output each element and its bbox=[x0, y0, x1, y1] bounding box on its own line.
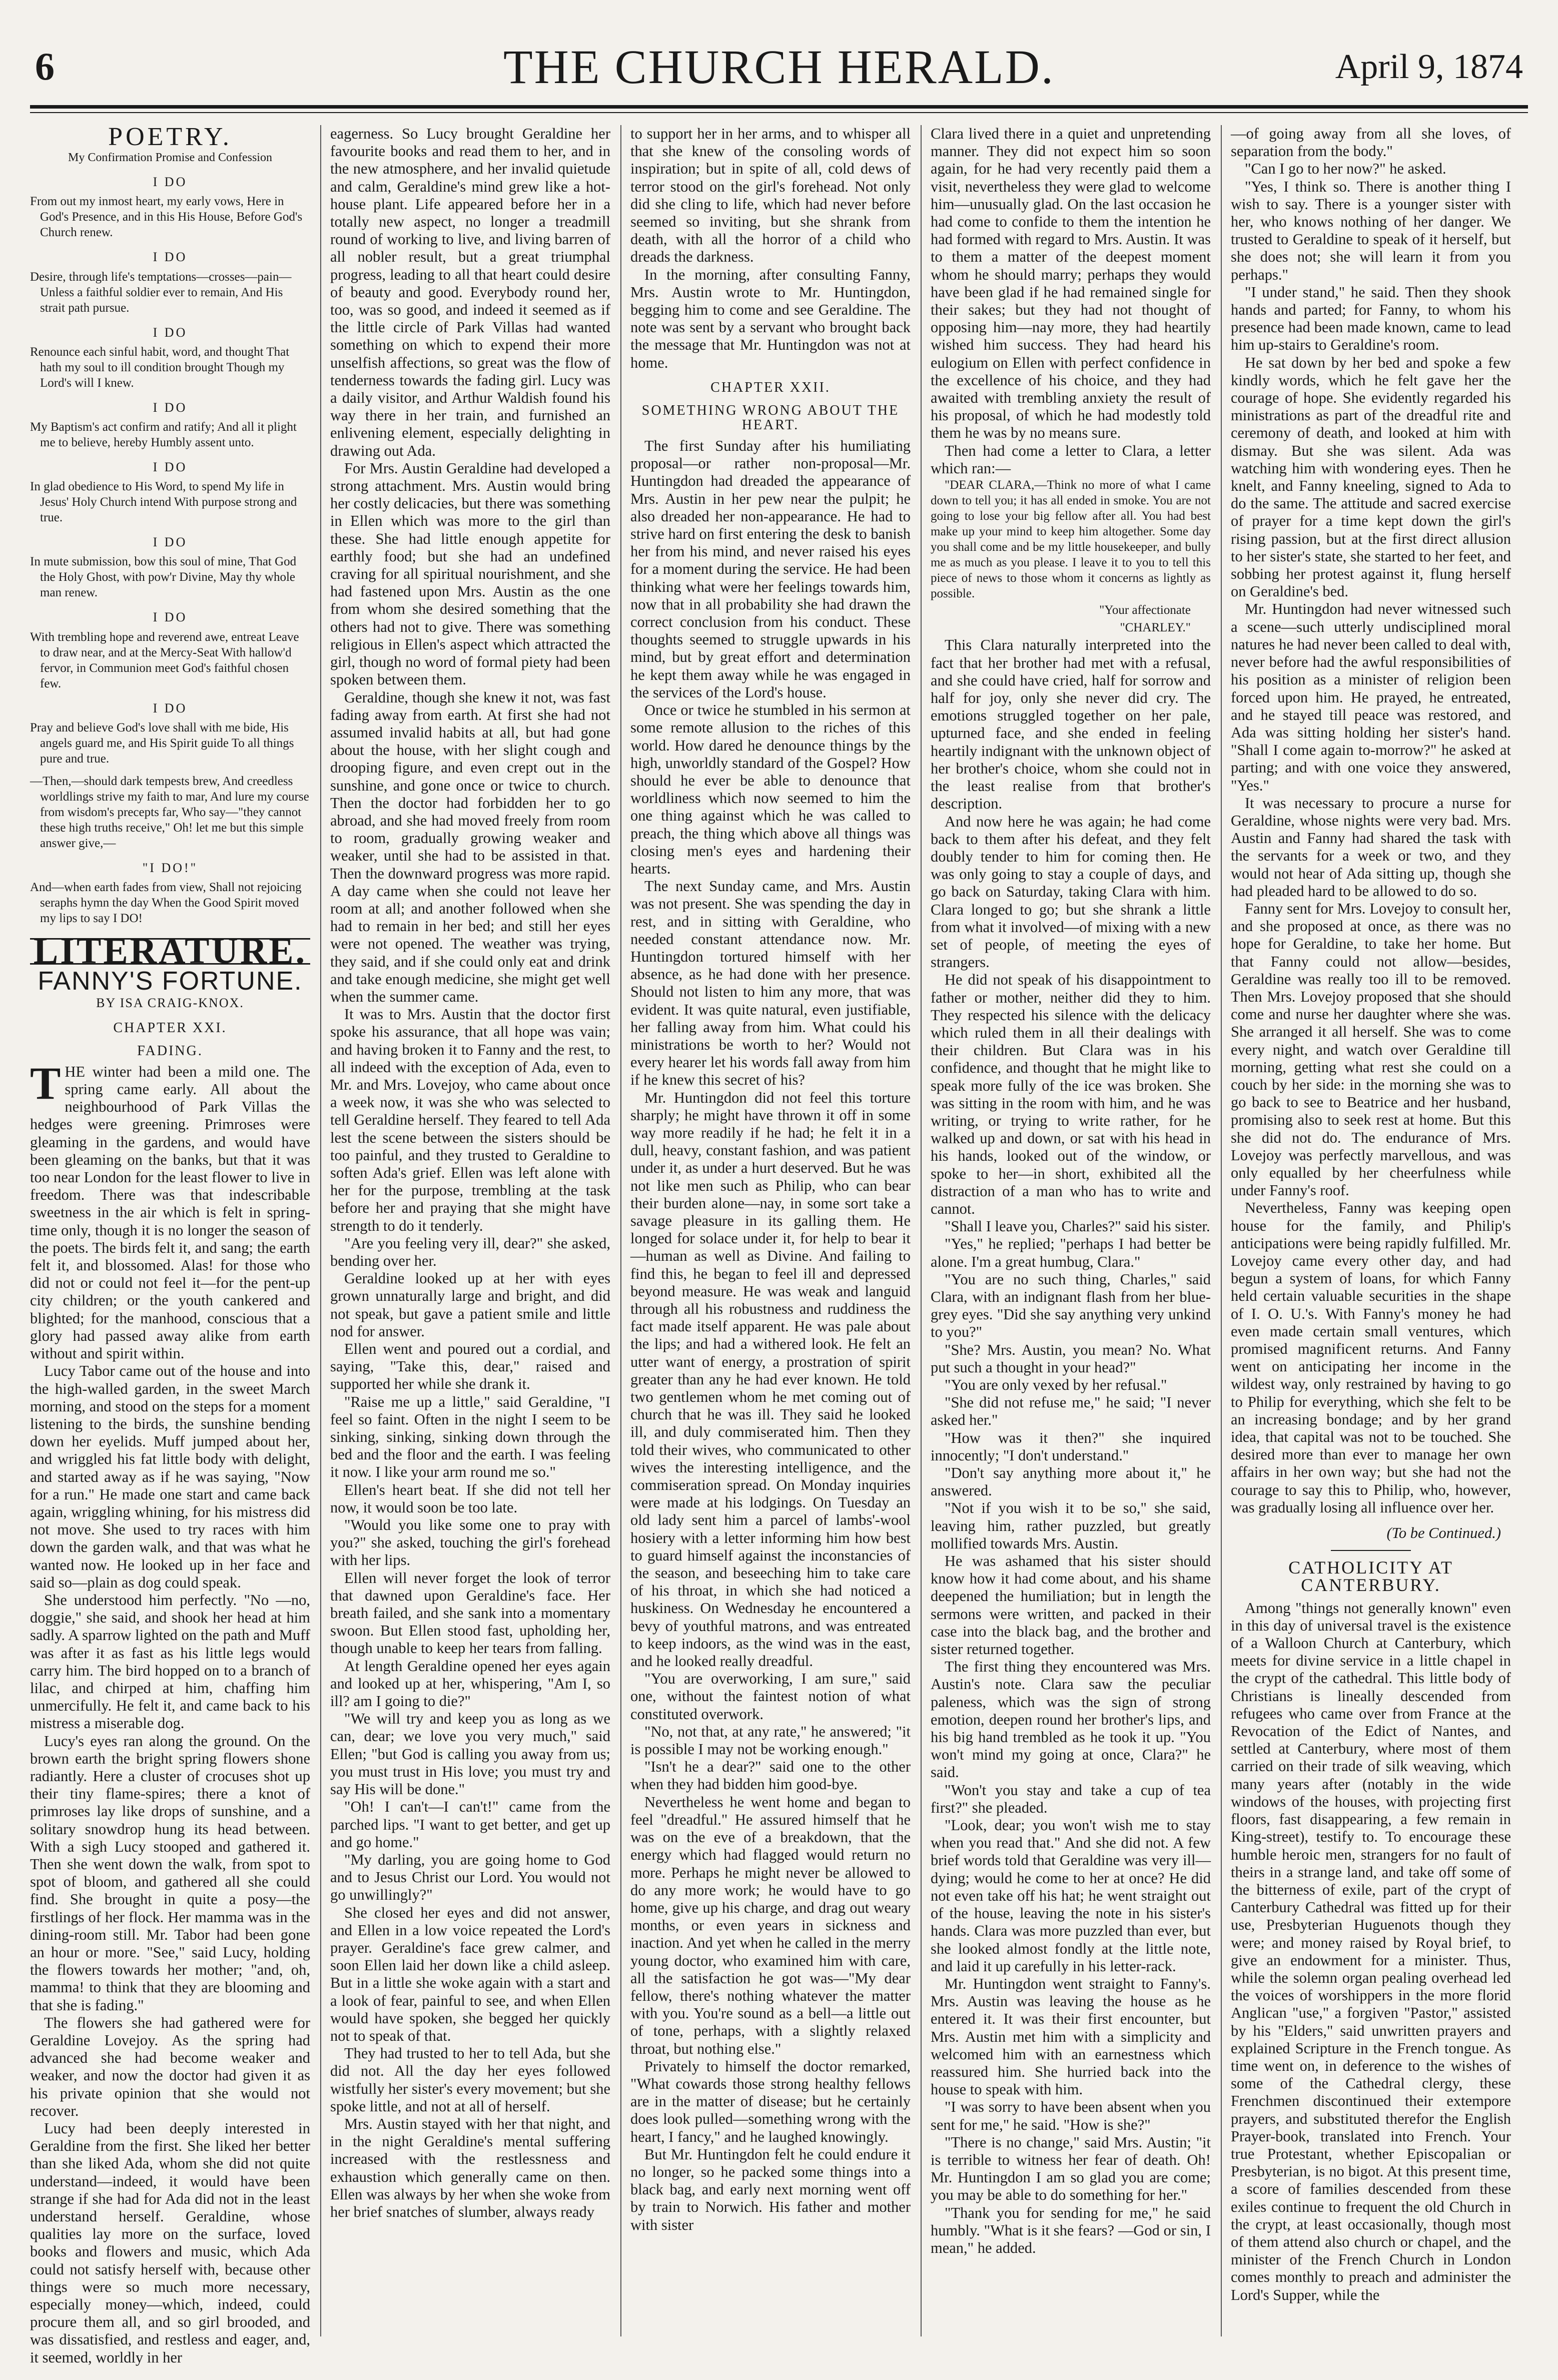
story-paragraph: to support her in her arms, and to whisper all that she knew of the consoling words of inspiration; but in spite of all, cold dews of terror stood on the girl's forehead. Not only did she cling to life, which had never before seemed so inviting, but she shrank from death, with all the horror of a child who dreads the darkness. bbox=[630, 125, 911, 266]
story-paragraph: It was necessary to procure a nurse for Geraldine, whose nights were very bad. Mrs. Austin and Fanny had shared the task with the servants for a week or two, and they would not hear of Ada sitting up, though she had pleaded hard to be allowed to do so. bbox=[1231, 794, 1511, 900]
story-paragraph: "Isn't he a dear?" said one to the other when they had bidden him good-bye. bbox=[630, 1758, 911, 1793]
story-paragraph: And now here he was again; he had come back to them after his defeat, and they felt doubly tender to him for coming then. He was only going to stay a couple of days, and go back on Saturday, taking Clara with him. Clara longed to go; but she shrank a little from what it involved—of mixing with a new set of people, of meeting the eyes of strangers. bbox=[931, 813, 1211, 971]
article-heading: CATHOLICITY AT CANTERBURY. bbox=[1288, 1557, 1453, 1596]
issue-date: April 9, 1874 bbox=[1335, 48, 1523, 86]
poem-stanza: From out my inmost heart, my early vows, Here in God's Presence, and in this His House, Before God's Church renew. bbox=[30, 195, 303, 240]
story-paragraph: Privately to himself the doctor remarked, "What cowards those strong healthy fellows are in the matter of disease; but he certainly does look pulled—something wrong with the heart, I fancy," and he laughed knowingly. bbox=[630, 2057, 911, 2145]
story-paragraph: For Mrs. Austin Geraldine had developed a strong attachment. Mrs. Austin would bring her costly delicacies, but there was something in Ellen which was more to the girl than these. She had little enough appetite for earthly food; but she had an undefined craving for all spiritual nourishment, and she had fastened upon Mrs. Austin as the one from whom she desired something that the others had not to give. There was something religious in Ellen's aspect which attracted the girl, though no word of formal piety had been spoken between them. bbox=[330, 459, 610, 688]
masthead-rule-thin bbox=[30, 112, 1528, 113]
column-rule bbox=[320, 125, 321, 2336]
story-paragraph: Mr. Huntingdon had never witnessed such a scene—such utterly undisciplined moral natures he had never been called to deal with, never before had the awful responsibilities of his position as a minister of religion been forced upon him. He prayed, he entreated, and he stayed till peace was restored, and Ada was sitting holding her sister's hand. "Shall I come again to-morrow?" he asked at parting; and with one voice they answered, "Yes." bbox=[1231, 600, 1511, 794]
section-divider bbox=[1331, 1550, 1411, 1551]
letter-closing: "Your affectionate bbox=[1099, 603, 1191, 617]
column-3 bbox=[630, 125, 911, 2336]
story-paragraph: "You are overworking, I am sure," said one, without the faintest notion of what constituted overwork. bbox=[630, 1670, 911, 1723]
poem-refrain: I DO bbox=[153, 175, 188, 190]
poem-refrain: I DO bbox=[153, 610, 188, 625]
story-paragraph: "Are you feeling very ill, dear?" she asked, bending over her. bbox=[330, 1234, 610, 1269]
story-paragraph: Lucy Tabor came out of the house and into the high-walled garden, in the sweet March morning, and stood on the steps for a moment listening to the birds, the sunshine bending down her eyelids. Muff jumped about her, and wriggled his fat little body with delight, and started away as if he was saying, "Now for a run." He made one start and came back again, wriggling whining, for his mistress did not move. She used to try races with him down the garden walk, and that was what he wanted now. He looked up in her face and said so—plain as dog could speak. bbox=[30, 1362, 310, 1591]
column-rule bbox=[921, 125, 922, 2336]
column-1 bbox=[30, 123, 310, 2366]
story-paragraph: "Can I go to her now?" he asked. bbox=[1245, 160, 1446, 178]
story-paragraph: Then had come a letter to Clara, a letter which ran:— bbox=[931, 442, 1211, 477]
story-paragraph: She understood him perfectly. "No —no, doggie," she said, and shook her head at him sadly. A sparrow lighted on the path and Muff was after it as fast as his little legs would carry him. The bird hopped on to a branch of lilac, and chirped at him, chaffing him unmercifully. He felt it, and came back to his mistress a miserable dog. bbox=[30, 1591, 310, 1732]
story-paragraph: In the morning, after consulting Fanny, Mrs. Austin wrote to Mr. Huntingdon, begging him to come and see Geraldine. The note was sent by a servant who brought back the message that Mr. Huntingdon was not at home. bbox=[630, 266, 911, 371]
letter-body: "DEAR CLARA,—Think no more of what I came down to tell you; it has all ended in smoke. You are not going to lose your big fellow after all. You had best make up your mind to keep him altogether. Some day you shall come and be my little housekeeper, and bully me as much as you please. I leave it to you to tell this piece of news to those whom it concerns as lightly as possible. bbox=[931, 478, 1211, 601]
page-number: 6 bbox=[35, 45, 55, 88]
poem-final-refrain: "I DO!" bbox=[142, 860, 198, 875]
story-paragraph: Lucy had been deeply interested in Geraldine from the first. She liked her better than she liked Ada, whom she did not quite understand—indeed, it would have been strange if she had for Ada did not in the least understand herself. Geraldine, whose qualities lay more on the surface, loved books and flowers and music, which Ada could not satisfy herself with, because other things were so much more necessary, especially money—which, indeed, could procure them all, and so girl brooded, and was dissatisfied, and restless and eager, and, it seemed, worldly in her bbox=[30, 2120, 310, 2366]
story-paragraph: "We will try and keep you as long as we can, dear; we love you very much," said Ellen; "but God is calling you away from us; you must trust in His love; you must try and say His will be done." bbox=[330, 1710, 610, 1798]
story-paragraph: Mrs. Austin stayed with her that night, and in the night Geraldine's mental suffering increased with the restlessness and exhaustion which generally came on then. Ellen was always by her when she woke from her brief snatches of slumber, always ready bbox=[330, 2115, 610, 2220]
column-rule bbox=[1221, 125, 1222, 2336]
story-paragraph: eagerness. So Lucy brought Geraldine her favourite books and read them to her, and in the new atmosphere, and her invalid quietude and calm, Geraldine's mind grew like a hot-house plant. Life appeared before her in a totally new aspect, no longer a treadmill round of working to live, and living barren of all nobler result, but a great triumphal progress, leading to all that heart could desire of beauty and good. Everybody round her, too, was so good, and indeed it seemed as if the little circle of Park Villas had wanted something on which to expend their more unselfish affections, so great was the flow of tenderness towards the fading girl. Lucy was a daily visitor, and Arthur Waldish found his way there in her train, and furnished an enlivening element, especially delighting in drawing out Ada. bbox=[330, 125, 610, 459]
story-paragraph: Clara lived there in a quiet and unpretending manner. They did not expect him so soon again, for he had very recently paid them a visit, nevertheless they were glad to welcome him—unusually glad. On the last occasion he had come to confide to them the intention he had formed with regard to Mrs. Austin. It was to them a matter of the deepest moment whom he should marry; perhaps they would have been glad if he had remained single for their sakes; but they had not thought of opposing him—nay more, they had heartily wished him success. They had heard his eulogium on Ellen with perfect confidence in the excellence of his choice, and they had awaited with trembling anxiety the result of his proposal, of which he had modestly told them he was by no means sure. bbox=[931, 125, 1211, 442]
poem-refrain: I DO bbox=[153, 700, 188, 715]
story-paragraph: "My darling, you are going home to God and to Jesus Christ our Lord. You would not go unwillingly?" bbox=[330, 1851, 610, 1904]
story-paragraph: "Don't say anything more about it," he answered. bbox=[931, 1464, 1211, 1499]
letter-signature: "CHARLEY." bbox=[1120, 621, 1191, 635]
literature-heading: LITERATURE. bbox=[30, 938, 310, 965]
story-paragraph: Lucy's eyes ran along the ground. On the brown earth the bright spring flowers shone radiantly. Here a cluster of crocuses shot up their tiny flame-spires; there a knot of primroses lay like drops of sunshine, and a solitary snowdrop hung its head between. With a sigh Lucy stooped and gathered it. Then she went down the walk, from spot to spot of bloom, and gathered all she could find. She brought in quite a posy—the firstlings of her flock. Her mamma was in the dining-room still. Mr. Tabor had been gone an hour or more. "See," said Lucy, holding the flowers towards her mother; "and, oh, mamma! to think that they are blooming and that she is fading." bbox=[30, 1732, 310, 2014]
column-4 bbox=[931, 125, 1211, 2336]
poem-refrain: I DO bbox=[153, 460, 188, 475]
story-paragraph: "Shall I leave you, Charles?" said his sister. bbox=[945, 1218, 1210, 1235]
story-paragraph: He was ashamed that his sister should know how it had come about, and his shame deepened the humiliation; but in length the sermons were written, and packed in their case into the black bag, and the brother and sister returned together. bbox=[931, 1552, 1211, 1658]
story-byline: BY ISA CRAIG-KNOX. bbox=[96, 996, 244, 1011]
poem-final-lines: And—when earth fades from view, Shall not rejoicing seraphs hymn the day When the Good Spirit moved my lips to say I DO! bbox=[30, 881, 302, 926]
to-be-continued: (To be Continued.) bbox=[1386, 1524, 1501, 1542]
story-paragraph: Geraldine looked up at her with eyes grown unnaturally large and bright, and did not speak, but gave a patient smile and little nod for answer. bbox=[330, 1270, 610, 1340]
poem-stanza: In glad obedience to His Word, to spend My life in Jesus' Holy Church intend With purpose strong and true. bbox=[30, 480, 297, 525]
story-paragraph: He did not speak of his disappointment to father or mother, neither did they to him. They respected his silence with the delicacy which ruled them in all their dealings with their children. But Clara was in his confidence, and thought that he might like to speak more fully of the ice was broken. She was sitting in the room with him, and he was writing, or trying to write rather, for he walked up and down, or sat with his head in his hands, looked out of the window, or spoke to her—in short, exhibited all the distraction of a man who has to write and cannot. bbox=[931, 971, 1211, 1217]
poem-closing: —Then,—should dark tempests brew, And creedless worldlings strive my faith to mar, And lure my course from wisdom's precepts far, Who say—"they cannot these high truths receive," Oh! let me but this simple answer give,— bbox=[30, 774, 309, 850]
story-paragraph: "How was it then?" she inquired innocently; "I don't understand." bbox=[931, 1429, 1211, 1464]
story-paragraph: "Thank you for sending for me," he said humbly. "What is it she fears? —God or sin, I mean," he added. bbox=[931, 2204, 1211, 2256]
story-paragraph: The flowers she had gathered were for Geraldine Lovejoy. As the spring had advanced she had become weaker and weaker, and now the doctor had given it as his private opinion that she would not recover. bbox=[30, 2014, 310, 2119]
story-paragraph: "No, not that, at any rate," he answered; "it is possible I may not be working enough." bbox=[630, 1723, 911, 1758]
story-paragraph: "I was sorry to have been absent when you sent for me," he said. "How is she?" bbox=[931, 2098, 1211, 2133]
chapter-subtitle: FADING. bbox=[137, 1043, 203, 1059]
column-rule bbox=[620, 125, 621, 2336]
story-paragraph: "I under stand," he said. Then they shook hands and parted; for Fanny, to whom his presence had been made known, came to lead him up-stairs to Geraldine's room. bbox=[1231, 283, 1511, 354]
story-paragraph: "Not if you wish it to be so," she said, leaving him, rather puzzled, but greatly mollified towards Mrs. Austin. bbox=[931, 1499, 1211, 1552]
newspaper-page bbox=[30, 30, 1528, 2366]
story-paragraph: They had trusted to her to tell Ada, but she did not. All the day her eyes followed wistfully her sister's every movement; but she spoke little, and not at all of herself. bbox=[330, 2045, 610, 2115]
story-paragraph: "You are only vexed by her refusal." bbox=[945, 1376, 1167, 1393]
story-paragraph: Geraldine, though she knew it not, was fast fading away from earth. At first she had not assumed invalid habits at all, but had gone about the house, with her slight cough and drooping figure, and even crept out in the sunshine, and gone once or twice to church. Then the doctor had forbidden her to go abroad, and she had moved freely from room to room, gradually growing weaker and weaker, until she had to be assisted in that. Then the downward progress was more rapid. A day came when she could not leave her room at all; and another followed when she had to remain in her bed; and still her eyes were not opened. The weather was trying, they said, and if she could only eat and drink and take enough medicine, she might get well when the summer came. bbox=[330, 688, 610, 1005]
poem-stanza: My Baptism's act confirm and ratify; And all it plight me to believe, hereby Humbly assent unto. bbox=[30, 420, 297, 450]
poem-refrain: I DO bbox=[153, 535, 188, 550]
story-paragraph: "Would you like some one to pray with you?" she asked, touching the girl's forehead with her lips. bbox=[330, 1516, 610, 1569]
masthead bbox=[30, 30, 1528, 105]
poem-stanza: Desire, through life's temptations—crosses—pain—Unless a faithful soldier ever to remain, And His strait path pursue. bbox=[30, 270, 292, 315]
poem-stanza: In mute submission, bow this soul of mine, That God the Holy Ghost, with pow'r Divine, May thy whole man renew. bbox=[30, 555, 297, 600]
story-paragraph: "Look, dear; you won't wish me to stay when you read that." And she did not. A few brief words told that Geraldine was very ill—dying; would he come to her at once? He did not even take off his hat; he went straight out of the house, leaving the note in his sister's hands. Clara was more puzzled than ever, but she looked almost fondly at the little note, and laid it up carefully in his letter-rack. bbox=[931, 1817, 1211, 1975]
story-paragraph: She closed her eyes and did not answer, and Ellen in a low voice repeated the Lord's prayer. Geraldine's face grew calmer, and soon Ellen laid her down like a child asleep. But in a little she woke again with a start and a look of fear, painful to see, and when Ellen would have spoken, she begged her quickly not to speak of that. bbox=[330, 1904, 610, 2044]
story-paragraph: "Raise me up a little," said Geraldine, "I feel so faint. Often in the night I seem to be sinking, sinking, sinking down through the bed and the floor and the earth. I was feeling it now. I like your arm round me so." bbox=[330, 1393, 610, 1481]
story-paragraph: Fanny sent for Mrs. Lovejoy to consult her, and she proposed at once, as there was no hope for Geraldine, to take her home. But that Fanny could not allow—besides, Geraldine was really too ill to be removed. Then Mrs. Lovejoy proposed that she should come and nurse her daughter where she was. She arranged it all herself. She was to come every night, and watch over Geraldine till morning, getting what rest she could on a couch by her side: in the morning she was to go back to see to Beatrice and her husband, promising also to seek rest at home. But this she did not do. The endurance of Mrs. Lovejoy was perfectly marvellous, and was only equalled by her cheerfulness while under Fanny's roof. bbox=[1231, 900, 1511, 1199]
story-paragraph: The next Sunday came, and Mrs. Austin was not present. She was spending the day in rest, and in sitting with Geraldine, who needed constant attendance now. Mr. Huntingdon tortured himself with her absence, as he had done with her presence. Should not listen to him any more, that was evident. It was quite natural, even justifiable, her falling away from him. What could his ministrations be worth to her? Would not every hearer let his words fall away from him if he knew this secret of his? bbox=[630, 878, 911, 1089]
column-2 bbox=[330, 125, 610, 2336]
story-paragraph: "She did not refuse me," he said; "I never asked her." bbox=[931, 1394, 1211, 1429]
story-paragraph: The first Sunday after his humiliating proposal—or rather non-proposal—Mr. Huntingdon had dreaded the appearance of Mrs. Austin in her pew near the pulpit; he also dreaded her non-appearance. He had to strive hard on first entering the desk to banish her from his mind, and never raised his eyes for a moment during the service. He had been thinking what were her feelings towards him, now that in all probability she had drawn the correct conclusion from his conduct. These thoughts seemed to struggle upwards in his mind, but by great effort and determination he kept them away while he was engaged in the services of the Lord's house. bbox=[630, 437, 911, 701]
chapter-heading: CHAPTER XXII. bbox=[710, 379, 831, 395]
poem-stanza: Pray and believe God's love shall with me bide, His angels guard me, and His Spirit guide To all things pure and true. bbox=[30, 720, 294, 765]
story-paragraph: This Clara naturally interpreted into the fact that her brother had met with a refusal, and she could have cried, half for sorrow and half for joy, only she never did cry. The emotions struggled together on her pale, upturned face, and she ended in feeling heartily indignant with the unknown object of her brother's choice, whom she could not in the least realise from that brother's description. bbox=[931, 636, 1211, 813]
story-paragraph: Mr. Huntingdon went straight to Fanny's. Mrs. Austin was leaving the house as he entered it. It was their first encounter, but Mrs. Austin met him with a simplicity and welcomed him with an earnestness which reassured him. She hurried back into the house to speak with him. bbox=[931, 1975, 1211, 2098]
drop-cap: T bbox=[30, 1057, 61, 1109]
story-paragraph: He sat down by her bed and spoke a few kindly words, which he felt gave her the courage of hope. She evidently regarded his ministrations as part of the dreadful rite and ceremony of death, and looked at him with dismay. But she was silent. Ada was watching him with wondering eyes. Then he knelt, and Fanny kneeling, signed to Ada to do the same. The attitude and sacred exercise of prayer for a time kept down the girl's rising passion, but at the first direct allusion to her sister's state, she started to her feet, and sobbing her protest against it, flung herself on Geraldine's bed. bbox=[1231, 354, 1511, 600]
poem-stanza: Renounce each sinful habit, word, and thought That hath my soul to ill condition brought Though my Lord's will I knew. bbox=[30, 345, 290, 390]
story-title: FANNY'S FORTUNE. bbox=[38, 967, 303, 996]
poem-stanza: With trembling hope and reverend awe, entreat Leave to draw near, and at the Mercy-Seat With hallow'd fervor, in Communion meet God's faithful chosen few. bbox=[30, 630, 299, 690]
story-paragraph: THE winter had been a mild one. The spring came early. All about the neighbourhood of Park Villas the hedges were greening. Primroses were gleaming in the gardens, and would have been gleaming on the banks, but that it was too near London for the least flower to live in freedom. There was that indescribable sweetness in the air which is felt in spring-time only, though it is no longer the season of the poets. The birds felt it, and sang; the earth felt it, and blossomed. Alas! for those who did not or could not feel it—for the pent-up city children; or the youth cankered and blighted; for the manhood, conscious that a glory had passed away alike from earth without and spirit within. bbox=[30, 1057, 310, 1362]
story-paragraph: Nevertheless, Fanny was keeping open house for the family, and Philip's anticipations were being rapidly fulfilled. Mr. Lovejoy came every other day, and had begun a system of loans, for which Fanny held certain valuable securities in the shape of I. O. U.'s. With Fanny's money he had even made certain small ventures, which promised magnificent returns. And Fanny went on anticipating her income in the wildest way, only restrained by having to go to Philip for everything, which she felt to be an increasing bondage; and by her grand idea, that capital was not to be touched. She desired more than ever to manage her own affairs in her own way; but she had not the courage to say this to Philip, who, however, was gradually losing all influence over her. bbox=[1231, 1199, 1511, 1516]
story-paragraph: "Yes, I think so. There is another thing I wish to say. There is a younger sister with her, who knows nothing of her danger. We trusted to Geraldine to speak of it herself, but she does not; she will learn it from you perhaps." bbox=[1231, 178, 1511, 283]
chapter-subtitle: SOMETHING WRONG ABOUT THE HEART. bbox=[641, 403, 900, 433]
story-paragraph: Nevertheless he went home and began to feel "dreadful." He assured himself that he was on the eve of a breakdown, that the energy which had flagged would return no more. Perhaps he might never be allowed to do any more work; he would have to go home, give up his charge, and drag out weary months, or even years in sickness and inaction. And yet when he called in the merry young doctor, who examined him with care, all the satisfaction he got was—"My dear fellow, there's nothing whatever the matter with you. You're sound as a bell—a little out of tone, perhaps, with a slightly relaxed throat, but nothing else." bbox=[630, 1793, 911, 2057]
story-paragraph: Ellen went and poured out a cordial, and saying, "Take this, dear," raised and supported her while she drank it. bbox=[330, 1340, 610, 1393]
story-paragraph: It was to Mrs. Austin that the doctor first spoke his assurance, that all hope was vain; and having broken it to Fanny and the rest, to all indeed with the exception of Ada, even to Mr. and Mrs. Lovejoy, who came about once a week now, it was she who was selected to tell Geraldine herself. They feared to tell Ada lest the scene between the sisters should be too painful, and they trusted to Geraldine to soften Ada's grief. Ellen was left alone with her for the purpose, trembling at the task before her and praying that she might have strength to do it tenderly. bbox=[330, 1006, 610, 1234]
article-paragraph: Among "things not generally known" even in this day of universal travel is the existence of a Walloon Church at Canterbury, which meets for divine service in a little chapel in the crypt of the cathedral. This little body of Christians is lineally descended from refugees who came over from France at the Revocation of the Edict of Nantes, and settled at Canterbury, where most of them carried on their trade of silk weaving, which many years after (notably in the wide windows of the houses, with projecting first floors, fast disappearing, a few remain in King-street), testify to. To encourage these humble heroic men, strangers for no fault of theirs in a strange land, and take off some of the bitterness of exile, part of the crypt of Canterbury Cathedral was fitted up for their use, Presbyterian Huguenots though they were; and money raised by Royal brief, to give an endowment for a minister. Thus, while the solemn organ pealing overhead led the voices of worshippers in the more florid Anglican "use," a forgiven "Pastor," assisted by his "Elders," said unwritten prayers and explained Scripture in the French tongue. As time went on, in deference to the wishes of some of the Cathedral clergy, these Frenchmen discontinued their extempore prayers, and substituted therefor the English Prayer-book, translated into French. Your true Protestant, whether Episcopalian or Presbyterian, is no bigot. At this present time, a score of families descended from these exiles continue to frequent the old Church in the crypt, at least occasionally, though most of them attend also church or chapel, and the minister of the French Church in London comes monthly to preach and administer the Lord's Supper, while the bbox=[1231, 1599, 1511, 2303]
story-paragraph: Ellen's heart beat. If she did not tell her now, it would soon be too late. bbox=[330, 1481, 610, 1516]
poetry-heading: POETRY. bbox=[108, 123, 232, 151]
column-5 bbox=[1231, 125, 1511, 2336]
story-paragraph: "Oh! I can't—I can't!" came from the parched lips. "I want to get better, and get up and go home." bbox=[330, 1798, 610, 1851]
story-paragraph: But Mr. Huntingdon felt he could endure it no longer, so he packed some things into a black bag, and early next morning went off by train to Norwich. His father and mother with sister bbox=[630, 2145, 911, 2233]
poem-refrain: I DO bbox=[153, 325, 188, 340]
story-paragraph: "Yes," he replied; "perhaps I had better be alone. I'm a great humbug, Clara." bbox=[931, 1235, 1211, 1270]
story-paragraph: At length Geraldine opened her eyes again and looked up at her, whispering, "Am I, so ill? am I going to die?" bbox=[330, 1657, 610, 1710]
masthead-rule bbox=[30, 105, 1528, 109]
poem-title: My Confirmation Promise and Confession bbox=[68, 151, 272, 165]
newspaper-title: THE CHURCH HERALD. bbox=[503, 40, 1055, 94]
story-paragraph: "There is no change," said Mrs. Austin; "it is terrible to witness her fear of death. Oh! Mr. Huntingdon I am so glad you are come; you may be able to do something for her." bbox=[931, 2133, 1211, 2204]
story-paragraph: Ellen will never forget the look of terror that dawned upon Geraldine's face. Her breath failed, and she sank into a momentary swoon. But Ellen stood fast, upholding her, though unable to keep her tears from falling. bbox=[330, 1569, 610, 1657]
story-paragraph: —of going away from all she loves, of separation from the body." bbox=[1231, 125, 1511, 160]
story-paragraph: "Won't you stay and take a cup of tea first?" she pleaded. bbox=[931, 1781, 1211, 1816]
chapter-heading: CHAPTER XXI. bbox=[113, 1020, 227, 1036]
story-paragraph: Mr. Huntingdon did not feel this torture sharply; he might have thrown it off in some way more readily if he had; he felt it in a dull, heavy, constant fashion, and was patient under it, as under a hurt deserved. But he was not like men such as Philip, who can bear their burden alone—nay, in some sort take a savage pleasure in its galling them. He longed for solace under it, for help to bear it—human as well as Divine. And failing to find this, he began to feel ill and depressed beyond measure. He was weak and languid through all his robustness and ruddiness the fact made itself apparent. He was pale about the lips; and had a withered look. He felt an utter want of energy, a prostration of spirit greater than any he had ever known. He told two gentlemen whom he met coming out of church that he was ill. They said he looked ill, and duly commiserated him. Then they told their wives, who communicated to other wives the interesting intelligence, and the commiseration spread. On Monday inquiries were made at his lodgings. On Tuesday an old lady sent him a parcel of lambs'-wool hosiery with a letter informing him how best to guard himself against the inconstancies of the season, and beseeching him to take care of his throat, in which she had noticed a huskiness. On Wednesday he encountered a bevy of youthful matrons, and was entreated to keep indoors, as the wind was in the east, and he looked really dreadful. bbox=[630, 1089, 911, 1670]
poem-refrain: I DO bbox=[153, 400, 188, 415]
poem-refrain: I DO bbox=[153, 250, 188, 265]
story-paragraph: Once or twice he stumbled in his sermon at some remote allusion to the riches of this world. How dared he denounce things by the high, unworldly standard of the Gospel? How should he ever be able to denounce that worldliness which now seemed to him the one thing against which he was called to preach, the thing which above all things was closing men's eyes and hardening their hearts. bbox=[630, 701, 911, 877]
story-paragraph: "She? Mrs. Austin, you mean? No. What put such a thought in your head?" bbox=[931, 1341, 1211, 1376]
story-paragraph: "You are no such thing, Charles," said Clara, with an indignant flash from her blue-grey eyes. "Did she say anything very unkind to you?" bbox=[931, 1270, 1211, 1341]
story-paragraph: The first thing they encountered was Mrs. Austin's note. Clara saw the peculiar paleness, which was the sign of strong emotion, deepen round her brother's lips, and his big hand trembled as he took it up. "You won't mind my going at once, Clara?" he said. bbox=[931, 1658, 1211, 1781]
